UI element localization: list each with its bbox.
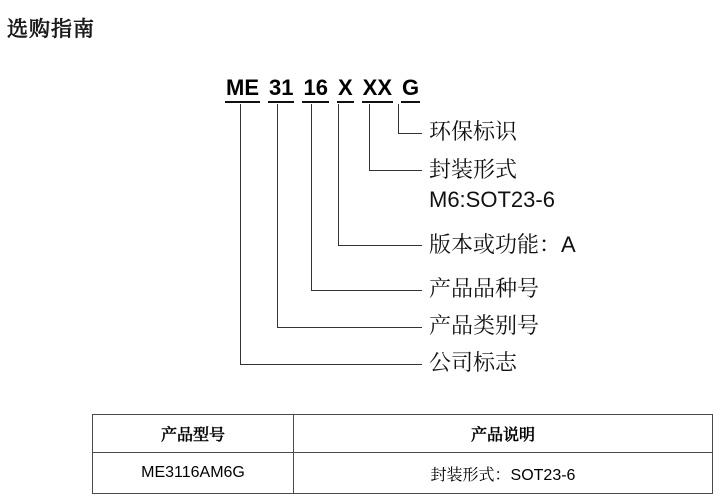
- callout-product-variety: 产品品种号: [429, 276, 540, 302]
- connector-line-me: [240, 104, 422, 365]
- callout-eco-mark: 环保标识: [429, 119, 518, 145]
- part-number-segment-x: X: [337, 77, 354, 103]
- part-number-segment-16: 16: [302, 77, 328, 103]
- part-number-segment-31: 31: [268, 77, 294, 103]
- page-title: 选购指南: [7, 18, 95, 41]
- table-row: [93, 453, 713, 494]
- part-number-segment-g: G: [401, 77, 420, 103]
- part-number-segment-xx: XX: [362, 77, 393, 103]
- part-number-segment-me: ME: [225, 77, 260, 103]
- table-cell-model: ME3116AM6G: [93, 453, 294, 494]
- table-header-model: 产品型号: [93, 415, 294, 453]
- table-header-row: [93, 415, 713, 453]
- products-table: [92, 414, 713, 494]
- callout-version-function: 版本或功能：A: [429, 232, 576, 258]
- callout-package-type: 封装形式: [429, 157, 518, 183]
- part-number: [225, 77, 420, 103]
- callout-product-category: 产品类别号: [429, 313, 540, 339]
- callout-company-mark: 公司标志: [429, 350, 518, 376]
- callout-package-type-detail: M6:SOT23-6: [429, 187, 555, 213]
- table-cell-description: 封装形式：SOT23-6: [294, 453, 713, 494]
- table-header-description: 产品说明: [294, 415, 713, 453]
